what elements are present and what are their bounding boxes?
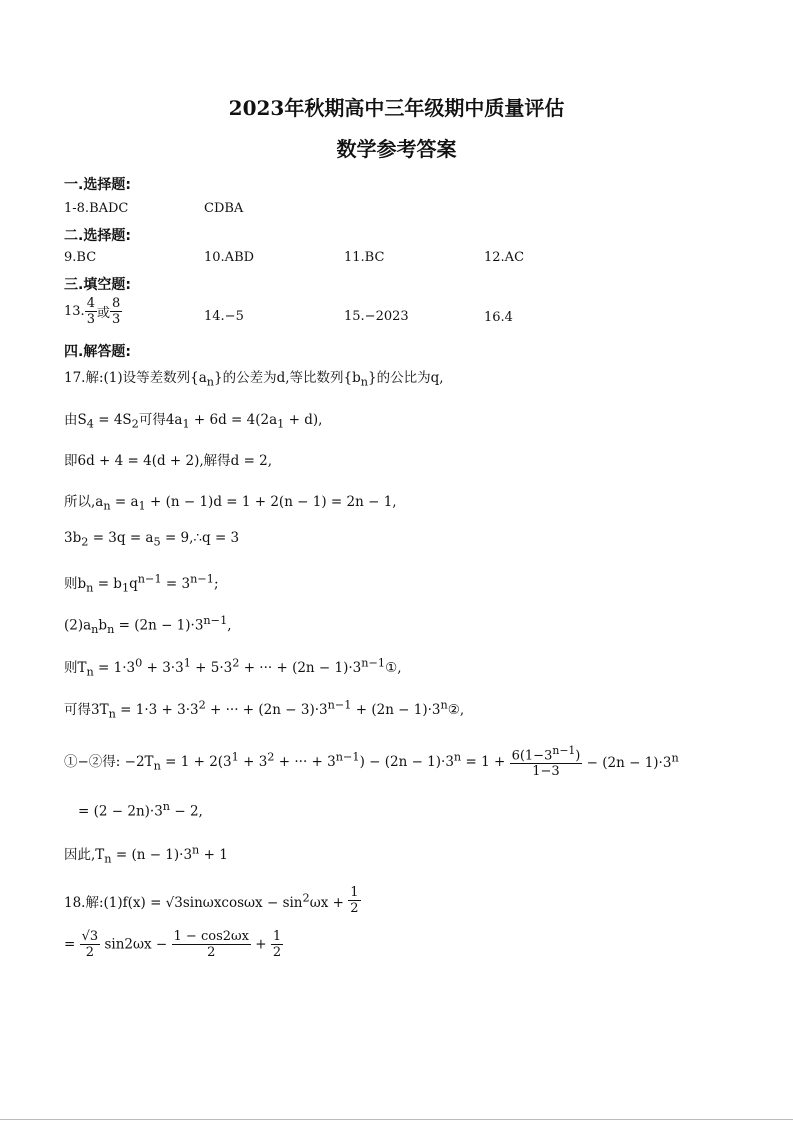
difference-suffix: − $(2n - 1)\cdot 3^n$ — [586, 751, 679, 771]
answer-16: 16.4 — [484, 310, 513, 325]
solution-17-line-9: 可得$3T_n = 1\cdot 3 + 3\cdot 3^2$ + ··· + $(2n - 3)\cdot 3^{n-1} + (2n$ − $1)\cdot 3^n②$, — [64, 698, 465, 721]
answer-13-or: 或 — [96, 306, 110, 321]
fraction-denominator: 2 — [207, 945, 216, 960]
solution-18-fraction-sqrt3 — [80, 929, 101, 960]
answer-10: 10.ABD — [204, 250, 255, 265]
solution-18-line-2 — [64, 929, 283, 960]
answer-13-fraction-1 — [85, 296, 97, 327]
answer-1-8-cont: CDBA — [204, 201, 244, 216]
difference-expression: ①−②得: $-2T_n = 1 + 2(3^1 + 3^2$ + ··· + $3^{n-1}) - (2n - 1)\cdot 3^n = 1$ + — [64, 750, 506, 773]
difference-fraction — [510, 743, 583, 779]
fraction-denominator: 1−3 — [532, 764, 560, 780]
equals-sign: = — [64, 936, 76, 953]
solution-18-line-1 — [64, 885, 361, 916]
fraction-numerator: 1 — [350, 885, 359, 900]
answer-14: 14.−5 — [204, 309, 244, 324]
solution-17-line-4: 所以$,a_n = a_1 + (n - 1)d = 1 + 2(n - 1) = 2n - 1$, — [64, 494, 397, 513]
solution-18-fraction-half — [271, 929, 283, 960]
solution-17-line-1: 17.解:(1)设等差数列$\{a_n\}$的公差为d,等比数列$\{b_n\}$的公比为q, — [64, 370, 444, 389]
fraction-numerator: $6(1-3^{n-1})$ — [511, 744, 581, 764]
fraction-denominator: 3 — [111, 312, 121, 327]
fraction-denominator: 2 — [350, 901, 359, 916]
solution-17-line-3: 即6d + 4 = 4(d + 2),解得d = 2, — [64, 453, 273, 469]
answer-11: 11.BC — [344, 250, 385, 265]
solution-18-fraction — [348, 885, 360, 916]
answer-13-label: 13. — [64, 304, 85, 319]
solution-18-middle-term: sin2ωx − — [104, 936, 168, 953]
answer-15: 15.−2023 — [344, 309, 409, 324]
solution-17-line-5: $3b_2 = 3q = a_5$ = 9,∴q = 3 — [64, 530, 240, 549]
fraction-denominator: 2 — [272, 945, 282, 960]
solution-17-line-2: 由$S_4 = 4S_2$可得$4a_1 + 6d = 4(2a_1 + d)$, — [64, 412, 323, 431]
section-heading-solutions: 四.解答题: — [64, 344, 131, 360]
page-bottom-rule — [0, 1119, 793, 1120]
solution-17-continuation: = $(2 - 2n)\cdot 3^n - 2$, — [78, 800, 203, 820]
solution-18-fraction-cos — [172, 929, 251, 960]
section-heading-choice: 一.选择题: — [64, 177, 131, 193]
solution-17-line-7: $(2)a_nb_n = (2n - 1)\cdot 3^{n-1}$, — [64, 614, 232, 637]
fraction-denominator: 3 — [86, 312, 95, 327]
answer-1-8: 1-8.BADC — [64, 201, 129, 216]
fraction-numerator: 1 − cos2ωx — [173, 929, 249, 944]
fraction-numerator: 8 — [111, 296, 121, 311]
section-heading-multi-choice: 二.选择题: — [64, 228, 131, 244]
solution-17-conclusion: 因此$,T_n = (n - 1)\cdot 3^n + 1$ — [64, 843, 228, 866]
fraction-numerator: 4 — [86, 296, 95, 311]
fraction-denominator: 2 — [85, 945, 95, 960]
answer-13-fraction-2 — [110, 296, 122, 327]
solution-17-line-6: 则$b_n = b_1q^{n-1} = 3^{n-1}$; — [64, 572, 219, 595]
fraction-numerator: 1 — [272, 929, 282, 944]
answer-13 — [64, 296, 122, 327]
document-subtitle: 数学参考答案 — [336, 137, 457, 161]
document-title: 2023年秋期高中三年级期中质量评估 — [228, 96, 565, 120]
fraction-numerator: √3 — [81, 929, 99, 944]
solution-17-line-8: 则$T_n = 1\cdot 3^0 + 3\cdot 3^1 + 5\cdot 3^2$ + ··· + $(2n - 1)\cdot 3^{n-1}①$, — [64, 656, 402, 679]
answer-12: 12.AC — [484, 250, 525, 265]
plus-sign: + — [255, 936, 267, 953]
solution-17-difference-line — [64, 743, 679, 779]
answer-9: 9.BC — [64, 250, 97, 265]
section-heading-fill-in: 三.填空题: — [64, 277, 131, 293]
solution-18-expression: 18.解:(1)f(x) = $√3\sin\omega xcos\omega x - \sin^2\omega x$ + — [64, 891, 344, 911]
